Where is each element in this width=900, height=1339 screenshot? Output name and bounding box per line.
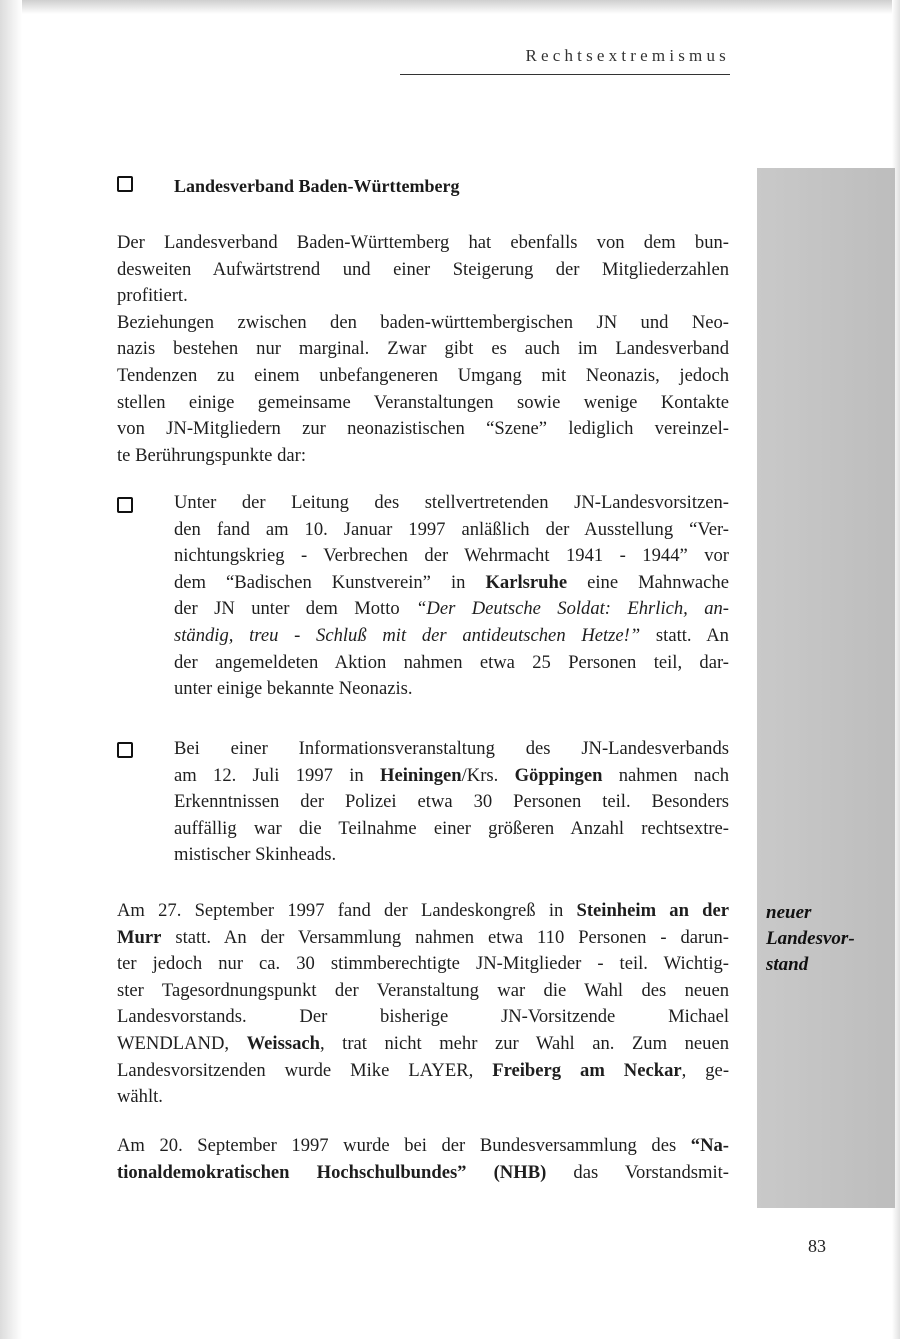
section-heading: Landesverband Baden-Württemberg bbox=[174, 176, 460, 196]
page-edge-left bbox=[0, 0, 22, 1339]
margin-note-line: Landesvor- bbox=[766, 928, 855, 949]
place-goeppingen: Göppingen bbox=[514, 764, 603, 786]
paragraph-line: tionaldemokratischen Hochschulbundes” (NHB) das Vorstandsmit- bbox=[117, 1161, 729, 1183]
intro-line: Beziehungen zwischen den baden-württembergischen JN und Neo- bbox=[117, 311, 729, 333]
bullet-checkbox-icon bbox=[117, 497, 133, 513]
bullet-item-heiningen bbox=[174, 736, 729, 869]
place-steinheim: Steinheim an der bbox=[576, 900, 729, 921]
heading-checkbox-icon bbox=[117, 176, 133, 192]
org-name: tionaldemokratischen Hochschulbundes” (NHB) bbox=[117, 1161, 547, 1183]
intro-line: desweiten Aufwärtstrend und einer Steigerung der Mitgliederzahlen bbox=[117, 258, 729, 280]
intro-paragraph bbox=[117, 230, 729, 469]
org-name: “Na- bbox=[690, 1135, 729, 1156]
motto-quote: ständig, treu - Schluß mit der antideutschen Hetze!” bbox=[174, 624, 641, 646]
paragraph-line: ter jedoch nur ca. 30 stimmberechtigte JN-Mitglieder - teil. Wichtig- bbox=[117, 953, 729, 975]
paragraph-line: wählt. bbox=[117, 1086, 163, 1108]
paragraph-line: Am 20. September 1997 wurde bei der Bundesversammlung des “Na- bbox=[117, 1135, 729, 1156]
bullet-line: ständig, treu - Schluß mit der antideutschen Hetze!” statt. An bbox=[174, 624, 729, 646]
margin-note bbox=[766, 900, 881, 978]
running-head: Rechtsextremismus bbox=[525, 46, 730, 65]
margin-note-line: neuer bbox=[766, 902, 812, 923]
bullet-line: nichtungskrieg - Verbrechen der Wehrmacht 1941 - 1944” vor bbox=[174, 545, 729, 567]
place-freiberg: Freiberg am Neckar bbox=[492, 1059, 682, 1081]
intro-line: Der Landesverband Baden-Württemberg hat ebenfalls von dem bun- bbox=[117, 232, 729, 253]
bullet-line: auffällig war die Teilnahme einer größeren Anzahl rechtsextre- bbox=[174, 817, 729, 839]
place-murr: Murr bbox=[117, 926, 162, 948]
bullet-line: den fand am 10. Januar 1997 anläßlich der Ausstellung “Ver- bbox=[174, 518, 729, 540]
intro-line: Tendenzen zu einem unbefangeneren Umgang mit Neonazis, jedoch bbox=[117, 364, 729, 386]
margin-column bbox=[757, 168, 895, 1208]
paragraph-line: ster Tagesordnungspunkt der Veranstaltung war die Wahl des neuen bbox=[117, 979, 729, 1001]
intro-line: nazis bestehen nur marginal. Zwar gibt es auch im Landesverband bbox=[117, 338, 729, 360]
bullet-checkbox-icon bbox=[117, 742, 133, 758]
running-head-rule bbox=[400, 74, 730, 75]
bullet-line: Bei einer Informationsveranstaltung des JN-Landesverbands bbox=[174, 738, 729, 759]
paragraph-line: Am 27. September 1997 fand der Landeskongreß in Steinheim an der bbox=[117, 900, 729, 921]
bullet-item-karlsruhe bbox=[174, 490, 729, 703]
paragraph-line: Landesvorsitzenden wurde Mike LAYER, Freiberg am Neckar, ge- bbox=[117, 1059, 730, 1081]
place-weissach: Weissach bbox=[246, 1032, 320, 1054]
bullet-line: der JN unter dem Motto “Der Deutsche Soldat: Ehrlich, an- bbox=[174, 598, 729, 620]
bullet-line: Unter der Leitung des stellvertretenden JN-Landesvorsitzen- bbox=[174, 492, 729, 513]
place-karlsruhe: Karlsruhe bbox=[485, 571, 568, 593]
intro-line: von JN-Mitgliedern zur neonazistischen “Szene” lediglich vereinzel- bbox=[117, 418, 729, 440]
page-number: 83 bbox=[808, 1236, 826, 1256]
place-heiningen: Heiningen bbox=[379, 764, 462, 786]
bullet-line: unter einige bekannte Neonazis. bbox=[174, 678, 413, 700]
margin-note-line: stand bbox=[766, 954, 809, 975]
intro-line: stellen einige gemeinsame Veranstaltungen sowie wenige Kontakte bbox=[117, 391, 729, 413]
bullet-line: der angemeldeten Aktion nahmen etwa 25 Personen teil, dar- bbox=[174, 651, 729, 673]
bullet-line: am 12. Juli 1997 in Heiningen/Krs. Göppingen nahmen nach bbox=[174, 764, 729, 786]
bullet-line: dem “Badischen Kunstverein” in Karlsruhe eine Mahnwache bbox=[174, 571, 729, 593]
landeskongress-paragraph bbox=[117, 898, 729, 1111]
intro-line: te Berührungspunkte dar: bbox=[117, 444, 306, 466]
paragraph-line: Landesvorstands. Der bisherige JN-Vorsitzende Michael bbox=[117, 1006, 729, 1028]
motto-quote: “Der Deutsche Soldat: Ehrlich, an- bbox=[416, 598, 729, 620]
nhb-paragraph bbox=[117, 1133, 729, 1186]
paragraph-line: Murr statt. An der Versammlung nahmen etwa 110 Personen - darun- bbox=[117, 926, 729, 948]
bullet-line: mistischer Skinheads. bbox=[174, 844, 337, 866]
bullet-line: Erkenntnissen der Polizei etwa 30 Personen teil. Besonders bbox=[174, 791, 729, 813]
paragraph-line: WENDLAND, Weissach, trat nicht mehr zur Wahl an. Zum neuen bbox=[117, 1032, 730, 1054]
page-edge-top bbox=[0, 0, 900, 14]
intro-line: profitiert. bbox=[117, 285, 188, 307]
